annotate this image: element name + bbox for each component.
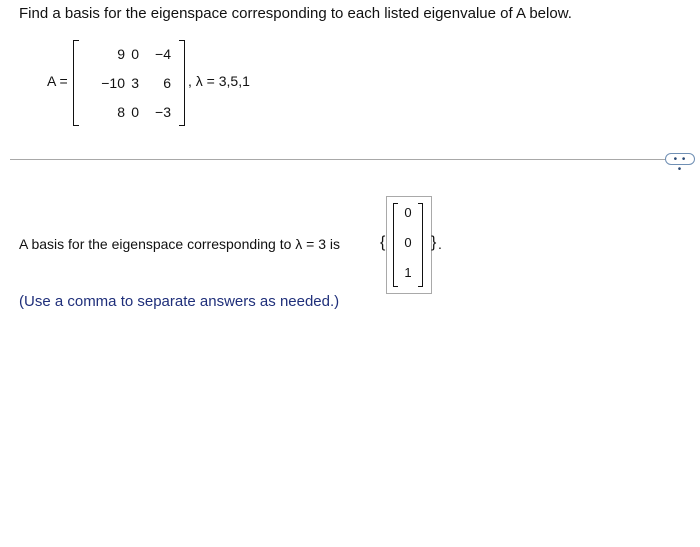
more-options-button[interactable]: • • •	[665, 153, 695, 165]
matrix-left-bracket	[73, 40, 79, 126]
close-brace: }	[431, 234, 437, 251]
eigenvalue-list: , λ = 3,5,1	[188, 73, 250, 89]
instruction-note: (Use a comma to separate answers as needed.)	[19, 293, 340, 310]
vector-entry-2[interactable]	[401, 234, 415, 252]
matrix-cell: −4	[155, 46, 171, 62]
vector-right-bracket	[418, 203, 423, 287]
matrix-cell: 6	[163, 75, 171, 91]
open-brace: {	[380, 234, 386, 251]
question-prompt: Find a basis for the eigenspace corresponding to each listed eigenvalue of A below.	[19, 5, 572, 22]
vector-left-bracket	[393, 203, 398, 287]
basis-vector	[393, 201, 423, 287]
vector-entry-1[interactable]	[401, 204, 415, 222]
matrix-cell: 0	[131, 104, 139, 120]
matrix-right-bracket	[179, 40, 185, 126]
matrix-a	[73, 38, 185, 126]
answer-statement: A basis for the eigenspace corresponding to λ = 3 is	[19, 236, 341, 252]
matrix-cell: 3	[131, 75, 139, 91]
matrix-label: A =	[47, 73, 68, 89]
matrix-cell: −10	[101, 75, 125, 91]
section-divider	[10, 159, 670, 160]
vector-entry-3[interactable]	[401, 264, 415, 282]
sentence-period: .	[438, 236, 442, 252]
matrix-cell: 0	[131, 46, 139, 62]
matrix-cell: −3	[155, 104, 171, 120]
matrix-cell: 8	[117, 104, 125, 120]
matrix-cell: 9	[117, 46, 125, 62]
